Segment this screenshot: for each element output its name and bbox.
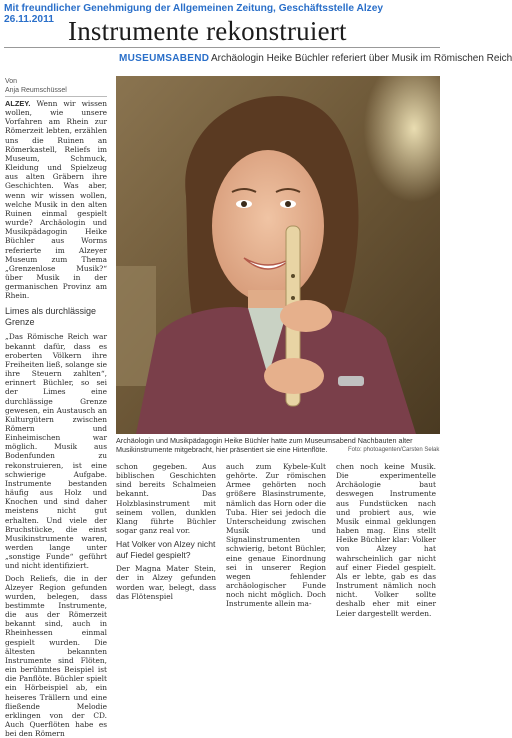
byline-label: Von	[5, 78, 17, 85]
paragraph	[5, 99, 107, 300]
article-column-4	[336, 462, 436, 598]
subheading: Limes als durchlässige Grenze	[5, 306, 107, 328]
paragraph: Der Magna Mater Stein, der in Alzey gefunden worden war, belegt, dass das Flötenspiel	[116, 564, 216, 601]
article-column-2	[116, 462, 216, 598]
divider	[5, 96, 107, 97]
divider	[4, 47, 440, 48]
paragraph: Doch Reliefs, die in der Alzeyer Region gefunden wurden, belegen, dass bestimmte Instrumente, die aus der Römerzeit bekannt sind, auch in Rheinhessen einmal gespielt wurden. Die ältesten bekannten Instrumente sind Flöten, ein berühmtes Beispiel ist die Panflöte. Büchler spielt ein Hörbeispiel ab, ein heiseres Trällern und eine fließende Melodie erklingen von der CD. Auch Querflöten habe es bei den Römern	[5, 574, 107, 738]
photo-credit: Foto: photoagenten/Carsten Selak	[348, 447, 439, 453]
article-column-1	[5, 99, 107, 597]
dateline: ALZEY.	[5, 99, 30, 108]
article-photo	[116, 76, 440, 434]
credit-line: Mit freundlicher Genehmigung der Allgemeinen Zeitung, Geschäftsstelle Alzey	[4, 3, 440, 14]
kicker-row	[4, 51, 440, 67]
kicker: MUSEUMSABEND	[119, 51, 209, 67]
headline: Instrumente rekonstruiert	[68, 16, 442, 46]
paragraph: „Das Römische Reich war bekannt dafür, dass es eroberten Völkern ihre Freiheiten ließ, solange sie ihre Steuern zahlten“, erinnert Büchler, so sei der Limes eine durchlässige Grenze gewesen, ein Austausch an Kulturgütern zwischen Römern und Einheimischen war möglich. Musik aus Bodenfunden zu rekonstruieren, ist eine schwierige Aufgabe. Instrumente bestanden häufig aus Holz und Knochen und sind daher meistens nicht gut erhalten. Und viele der Bruchstücke, die einst Musikinstrumente waren, werden lange unter „sonstige Funde“ geführt und nicht identifiziert.	[5, 332, 107, 570]
paragraph: schon gegeben. Aus biblischen Geschichten sind bereits Schalmeien bekannt. Das Holzblasinstrument mit seinem vollen, dunklen Klang führte Büchler sogar ganz real vor.	[116, 462, 216, 535]
paragraph: chen noch keine Musik. Die experimentelle Archäologie baut deswegen Instrumente aus Fundstücken nach und probiert aus, wie Musik einmal geklungen haben mag. Eins stellt Heike Büchler klar: Volker von Alzey hat wahrscheinlich gar nicht auf einer Fiedel gespielt. Als er lebte, gab es das Instrument nämlich noch nicht. Volker sollte deshalb eher mit einer Leier dargestellt werden.	[336, 462, 436, 618]
publication-date: 26.11.2011	[4, 14, 440, 25]
subheading: Hat Volker von Alzey nicht auf Fiedel gespielt?	[116, 539, 216, 560]
photo-caption: Archäologin und Musikpädagogin Heike Büchler hatte zum Museumsabend Nachbauten alter Musikinstrumente mitgebracht, hier präsentiert sie eine Hirtenflöte.	[116, 436, 440, 454]
paragraph-text: Wenn wir wissen wollen, wie unsere Vorfahren am Rhein zur Römerzeit lebten, erzählen uns die Ruinen an Römerkastell, Reliefs im Museum, Schmuck, Kleidung und Spielzeug aus alten Gräbern ihre Geschichten. Was aber, wenn wir wissen wollen, welche Musik in den alten Ruinen einmal gespielt wurde? Archäologin und Musikpädagogin Heike Büchler aus Worms referierte im Alzeyer Museum zum Thema „Grenzenlose Musik?“ über Musik in der germanischen Provinz am Rhein.	[5, 99, 107, 300]
article-column-3	[226, 462, 326, 598]
paragraph: auch zum Kybele-Kult gehörte. Zur römischen Armee gehörten noch größere Blasinstrumente, nämlich das Horn oder die Tuba. Hier sei jedoch die Unterscheidung zwischen Musik und Signalinstrumenten schwierig, betont Büchler, eine genaue Einordnung sei in unserer Region wegen fehlender archäologischer Funde noch nicht möglich. Doch Instrumente allein ma-	[226, 462, 326, 609]
byline: Anja Reumschüssel	[5, 87, 67, 94]
subheadline: Archäologin Heike Büchler referiert über Musik im Römischen Reich	[211, 51, 512, 67]
